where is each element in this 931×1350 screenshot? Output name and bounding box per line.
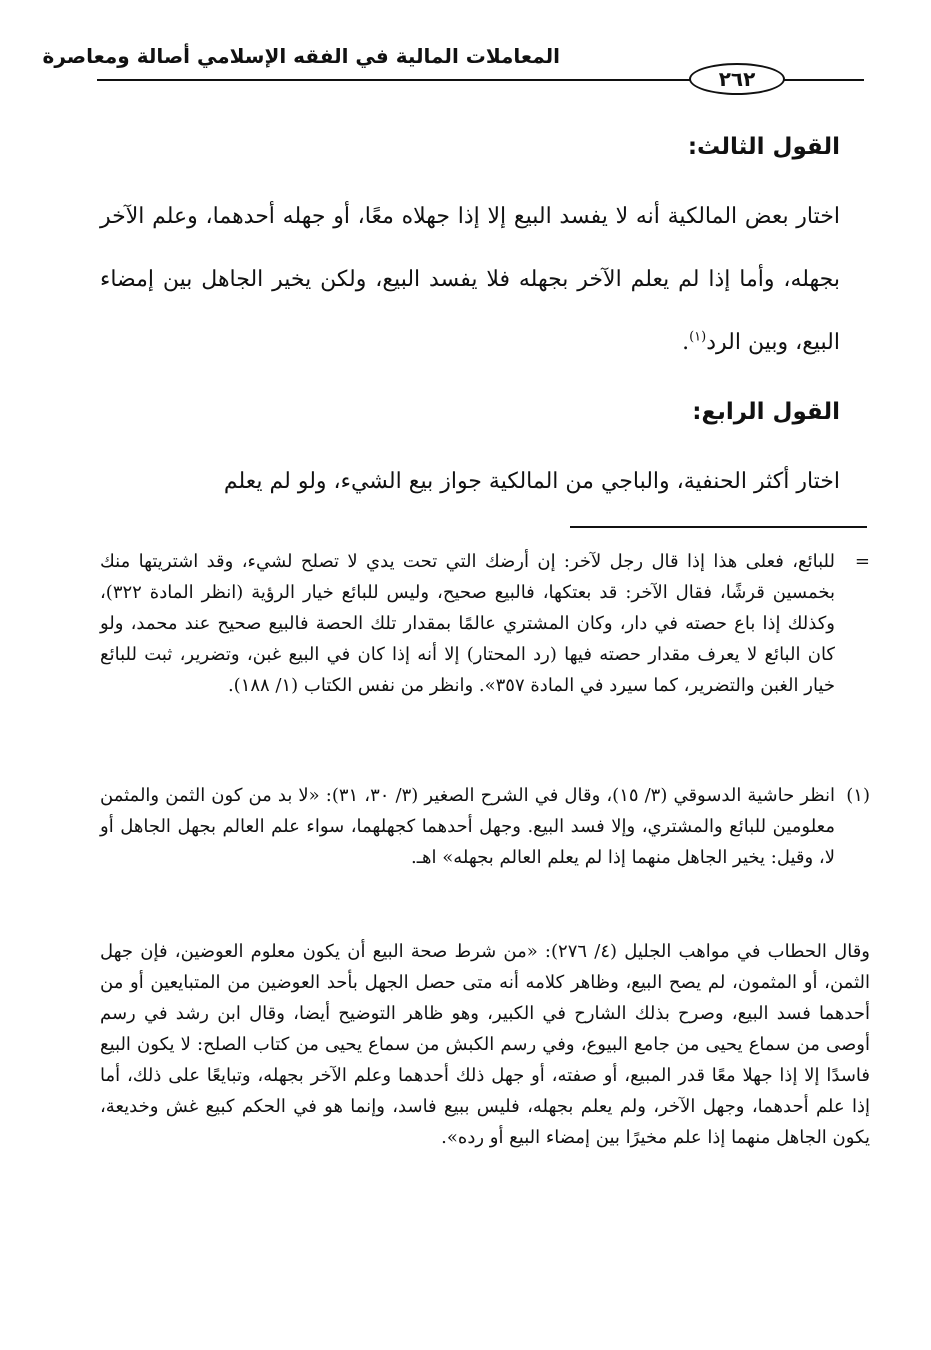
- footnote-1-text: انظر حاشية الدسوقي (٣/ ١٥)، وقال في الشرح الصغير (٣/ ٣٠، ٣١): «لا بد من كون الثمن والمثمن معلومين للبائع والمشتري، وإلا فسد البيع. وجهل أحدهما كجهلهما، سواء علم العالم بجهل الجاهل أو لا، وقيل: يخير الجاهل منهما إذا لم يعلم العالم بجهله» اهـ.: [100, 785, 835, 868]
- footnote-reference-1: (١): [689, 329, 707, 345]
- page-number-badge: ٢٦٢: [689, 63, 785, 95]
- footnote-1-marker: (١): [846, 785, 870, 806]
- paragraph-end-mark: .: [682, 330, 690, 355]
- footnote-continuation-text: للبائع، فعلى هذا إذا قال رجل لآخر: إن أرضك التي تحت يدي لا تصلح لشيء، وقد اشتريتها منك بخمسين قرشًا، فقال الآخر: قد بعتكها، فالبيع صحيح، وليس للبائع خيار الرؤية (انظر المادة ٣٢٢)، وكذلك إذا باع حصته في دار، وكان المشتري عالمًا بمقدار تلك الحصة فالبيع صحيح عند محمد، ولو كان البائع لا يعرف مقدار حصته فيها (رد المحتار) إلا أنه إذا كان في البيع غبن، وتضرير، ثبت للبائع خيار الغبن والتضرير، كما سيرد في المادة ٣٥٧». وانظر من نفس الكتاب (١/ ١٨٨).: [100, 551, 835, 696]
- running-title: المعاملات المالية في الفقه الإسلامي أصالة ومعاصرة: [42, 44, 560, 68]
- section-heading-third-opinion: القول الثالث:: [687, 134, 840, 160]
- footnote-1: [100, 780, 870, 873]
- paragraph-fourth-opinion: اختار أكثر الحنفية، والباجي من المالكية جواز بيع الشيء، ولو لم يعلم: [223, 469, 840, 494]
- paragraph-third-opinion-text: اختار بعض المالكية أنه لا يفسد البيع إلا إذا جهلاه معًا، أو جهله أحدهما، وعلم الآخر بجهله، وأما إذا لم يعلم الآخر بجهله فلا يفسد البيع، ولكن يخير الجاهل بين إمضاء البيع، وبين الرد: [100, 204, 840, 355]
- footnote-separator: [570, 526, 867, 528]
- footnote-1-hattab-quote: وقال الحطاب في مواهب الجليل (٤/ ٢٧٦): «من شرط صحة البيع أن يكون معلوم العوضين، فإن جهل الثمن، أو المثمون، لم يصح البيع، وظاهر كلامه أنه متى حصل الجهل بأحد العوضين من المتبايعين أو من أحدهما فسد البيع، وصرح بذلك الشارح في الكبير، وهو ظاهر التوضيح أيضا، وقال ابن رشد في رسم أوصى من سماع يحيى من جامع البيوع، وفي رسم الكبش من سماع يحيى من كتاب الصلح: لا يكون البيع فاسدًا إلا إذا جهلا معًا قدر المبيع، أو صفته، أو جهل ذلك أحدهما وعلم الآخر بجهله، وتبايعًا على ذلك، أما إذا علم أحدهما، وجهل الآخر، ولم يعلم بجهله، فليس ببيع فاسد، وإنما هو في الحكم كبيع غش وخديعة، يكون الجاهل منهما إذا علم مخيرًا بين إمضاء البيع أو رده».: [100, 941, 870, 1148]
- footnote-continuation-marker: =: [854, 551, 870, 572]
- paragraph-third-opinion: [100, 185, 840, 374]
- footnote-continuation: [100, 546, 870, 701]
- section-heading-fourth-opinion: القول الرابع:: [692, 399, 840, 425]
